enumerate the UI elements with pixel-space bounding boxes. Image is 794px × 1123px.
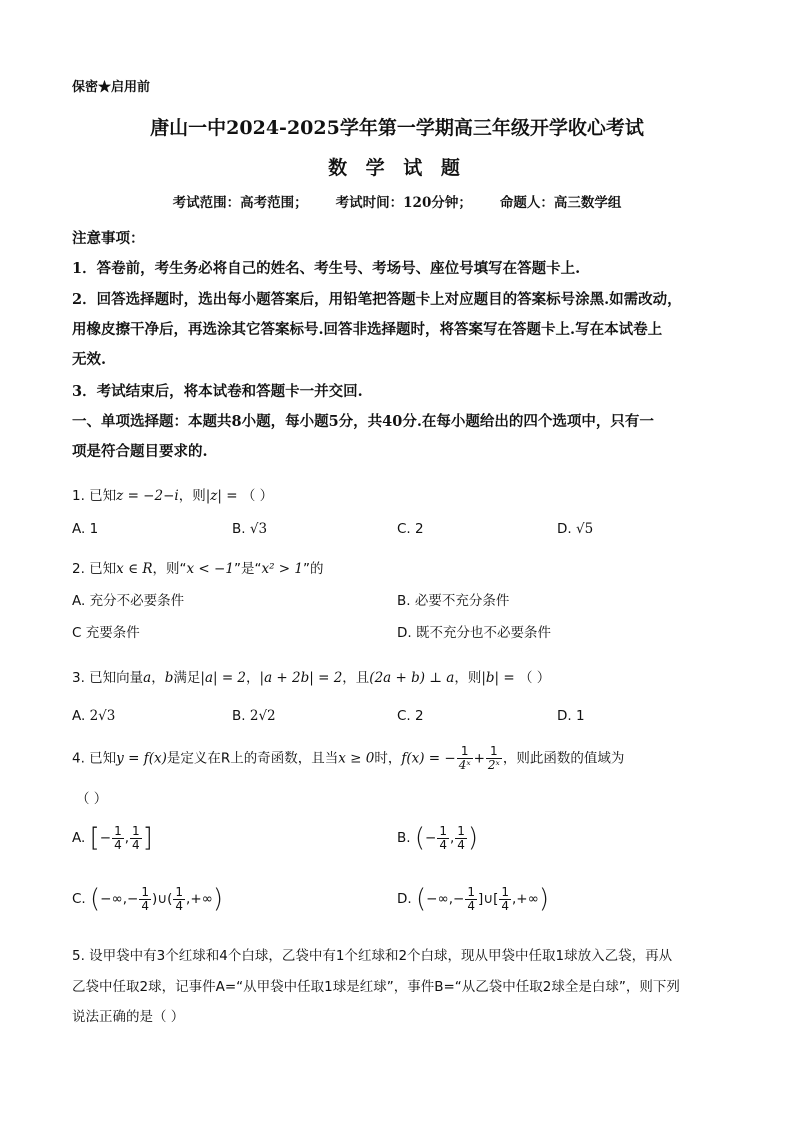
q2-mid-2: ”是“ [233,561,262,577]
q2-math-3: x² > 1 [261,561,303,577]
q4-option-c-inf: −∞,− [100,891,139,907]
q3-mid: 满足 [173,670,201,686]
q4-fraction-2-den: 2ˣ [487,758,500,772]
q4-fraction-2-num: 1 [486,745,502,759]
q4-prefix: 4. 已知 [72,750,117,767]
q4-suffix: ，则此函数的值域为 [502,750,625,767]
q2-mid: ，则“ [152,561,187,577]
q3-option-b[interactable] [232,708,276,724]
q4-math-2: x ≥ 0 [338,750,375,767]
q3-suffix: （ ） [518,670,551,686]
q3-condition-3: (2a + b) ⊥ a [369,670,455,686]
q4-fraction-1 [457,745,473,772]
q4-option-a-frac-2 [130,825,142,852]
q4-math: y = f(x) [116,750,167,767]
q4-option-a-comma: , [124,830,129,846]
q4-mid-2: 时， [374,750,402,767]
q2-option-b[interactable]: B. 必要不充分条件 [397,593,510,609]
q1-math: z = −2−i [116,488,179,504]
q1-option-d[interactable] [557,521,593,537]
question-1-stem [72,484,273,504]
q2-suffix: ”的 [302,561,324,577]
q4-option-c-union: )∪( [151,891,173,907]
q2-option-d[interactable]: D. 既不充分也不必要条件 [397,625,551,641]
exam-title: 唐山一中2024-2025学年第一学期高三年级开学收心考试 [150,117,644,139]
q4-option-d-frac-2 [499,886,511,913]
q4-option-d[interactable] [397,884,549,914]
q4-option-b-label: B. [397,830,411,846]
q4-option-b-bracket-left: ( [414,823,426,853]
q3-condition-4: |b| = [481,670,515,686]
question-4-stem [72,745,624,772]
q4-option-a-frac-1-den: 4 [114,837,122,852]
q4-option-a-frac-2-num: 1 [132,823,140,838]
q4-option-c-frac-1 [139,886,151,913]
q4-option-b-frac-2 [455,825,467,852]
notes-heading: 注意事项： [72,230,145,247]
q1-suffix: （ ） [241,488,274,504]
q4-option-b-sign: − [425,830,437,846]
exam-info [0,191,794,211]
q3-vector-b: b [164,670,174,686]
q3-option-b-value: 2√2 [249,708,276,724]
section-1-line-2: 项是符合题目要求的. [72,443,208,460]
exam-author: 命题人：高三数学组 [499,195,622,211]
q4-option-a-frac-2-den: 4 [132,837,140,852]
q4-option-b-bracket-right: ) [467,823,479,853]
q4-option-d-bracket-right: ) [538,884,550,914]
exam-time: 考试时间：120分钟； [335,195,472,211]
q4-option-a-frac-1-num: 1 [114,823,122,838]
q3-option-a-label: A. [72,708,86,724]
q4-option-b-comma: , [449,830,455,846]
q4-option-a-frac-1 [112,825,124,852]
q4-option-a-label: A. [72,830,86,846]
q4-option-c-frac-2 [173,886,185,913]
q1-option-b-value: √3 [249,521,268,537]
q4-option-a-bracket-left: [ [89,823,100,853]
q3-condition-1: |a| = 2 [200,670,247,686]
q2-math-2: x < −1 [186,561,234,577]
exam-scope: 考试范围：高考范围； [172,195,308,211]
section-1-line-1: 一、单项选择题：本题共8小题，每小题5分，共40分.在每小题给出的四个选项中，只有一 [72,413,654,430]
q4-option-c-label: C. [72,891,86,907]
note-1: 1．答卷前，考生务必将自己的姓名、考生号、考场号、座位号填写在答题卡上. [72,260,581,277]
q1-option-d-label: D. [557,521,572,537]
q4-option-b-frac-2-num: 1 [457,823,465,838]
question-3-stem [72,666,550,686]
q2-prefix: 2. 已知 [72,561,117,577]
q4-paren: （ ） [76,791,108,807]
q4-option-d-bracket-left: ( [415,884,427,914]
q3-comma-2: ， [246,670,260,686]
q1-option-b-label: B. [232,521,246,537]
q1-option-d-value: √5 [575,521,594,537]
q4-option-c-frac-1-num: 1 [141,884,149,899]
q4-fraction-2 [486,745,502,772]
q4-option-a[interactable] [72,823,153,853]
q1-math-2: |z| = [205,488,238,504]
q4-option-d-union: ]∪[ [477,891,499,907]
q4-option-b-frac-1 [437,825,449,852]
q3-option-a[interactable] [72,708,115,724]
q3-option-a-value: 2√3 [89,708,116,724]
q4-math-3: f(x) = − [401,750,456,767]
q4-option-d-inf: −∞,− [426,891,465,907]
q4-option-c-bracket-left: ( [90,884,101,914]
q4-option-d-frac-2-den: 4 [501,898,510,913]
q1-prefix: 1. 已知 [72,488,117,504]
question-5-line-2: 乙袋中任取2球，记事件A=“从甲袋中任取1球是红球”，事件B=“从乙袋中任取2球全是白球”，则下列 [72,979,680,995]
q4-option-c-tail: ,+∞ [186,891,213,907]
q4-option-c-bracket-right: ) [212,884,224,914]
q4-option-d-frac-1 [465,886,477,913]
q3-option-d[interactable]: D. 1 [557,708,585,724]
q4-fraction-1-den: 4ˣ [458,758,471,772]
q1-option-c[interactable]: C. 2 [397,521,424,537]
q4-option-d-label: D. [397,891,412,907]
q4-option-b-frac-1-den: 4 [439,837,447,852]
question-2-stem [72,557,323,577]
q3-option-c[interactable]: C. 2 [397,708,424,724]
note-3: 3．考试结束后，将本试卷和答题卡一并交回. [72,383,363,400]
q2-option-a[interactable]: A. 充分不必要条件 [72,593,185,609]
q3-condition-2: |a + 2b| = 2 [259,670,343,686]
q4-option-a-sign: − [99,830,112,846]
q4-option-d-frac-2-num: 1 [501,884,510,899]
q4-option-c-frac-2-den: 4 [175,898,184,913]
q4-plus: + [473,750,485,767]
question-5-line-1: 5. 设甲袋中有3个红球和4个白球，乙袋中有1个红球和2个白球，现从甲袋中任取1球放入乙袋，再从 [72,948,673,964]
q4-option-d-tail: ,+∞ [512,891,539,907]
q3-prefix: 3. 已知向量 [72,670,144,686]
exam-subtitle: 数 学 试 题 [328,157,466,179]
q1-option-b[interactable] [232,521,267,537]
q4-fraction-1-num: 1 [457,745,473,759]
note-2-line-3: 无效. [72,351,107,368]
q3-comma: ， [151,670,165,686]
q4-option-c-frac-2-num: 1 [175,884,184,899]
q4-option-b[interactable] [397,823,478,853]
q4-option-a-bracket-right: ] [142,823,153,853]
q1-option-a[interactable]: A. 1 [72,521,99,537]
q4-option-b-frac-2-den: 4 [457,837,465,852]
q4-mid: 是定义在R上的奇函数，且当 [166,750,339,767]
q4-option-c-frac-1-den: 4 [141,898,149,913]
q3-mid-2: ，且 [342,670,370,686]
q1-mid: ，则 [178,488,206,504]
note-2-line-2: 用橡皮擦干净后，再选涂其它答案标号.回答非选择题时，将答案写在答题卡上.写在本试卷上 [72,321,663,338]
q3-mid-3: ，则 [454,670,482,686]
q2-math: x ∈ R [116,561,153,577]
q4-option-d-frac-1-den: 4 [467,898,475,913]
q3-vector-a: a [143,670,152,686]
q4-option-d-frac-1-num: 1 [467,884,475,899]
q2-option-c[interactable]: C 充要条件 [72,625,140,641]
q4-option-c[interactable] [72,884,223,914]
question-5-line-3: 说法正确的是（ ） [72,1009,185,1025]
q4-option-b-frac-1-num: 1 [439,823,447,838]
q3-option-b-label: B. [232,708,246,724]
confidential-label: 保密★启用前 [72,80,151,95]
note-2-line-1: 2．回答选择题时，选出每小题答案后，用铅笔把答题卡上对应题目的答案标号涂黑.如需改动， [72,291,682,308]
